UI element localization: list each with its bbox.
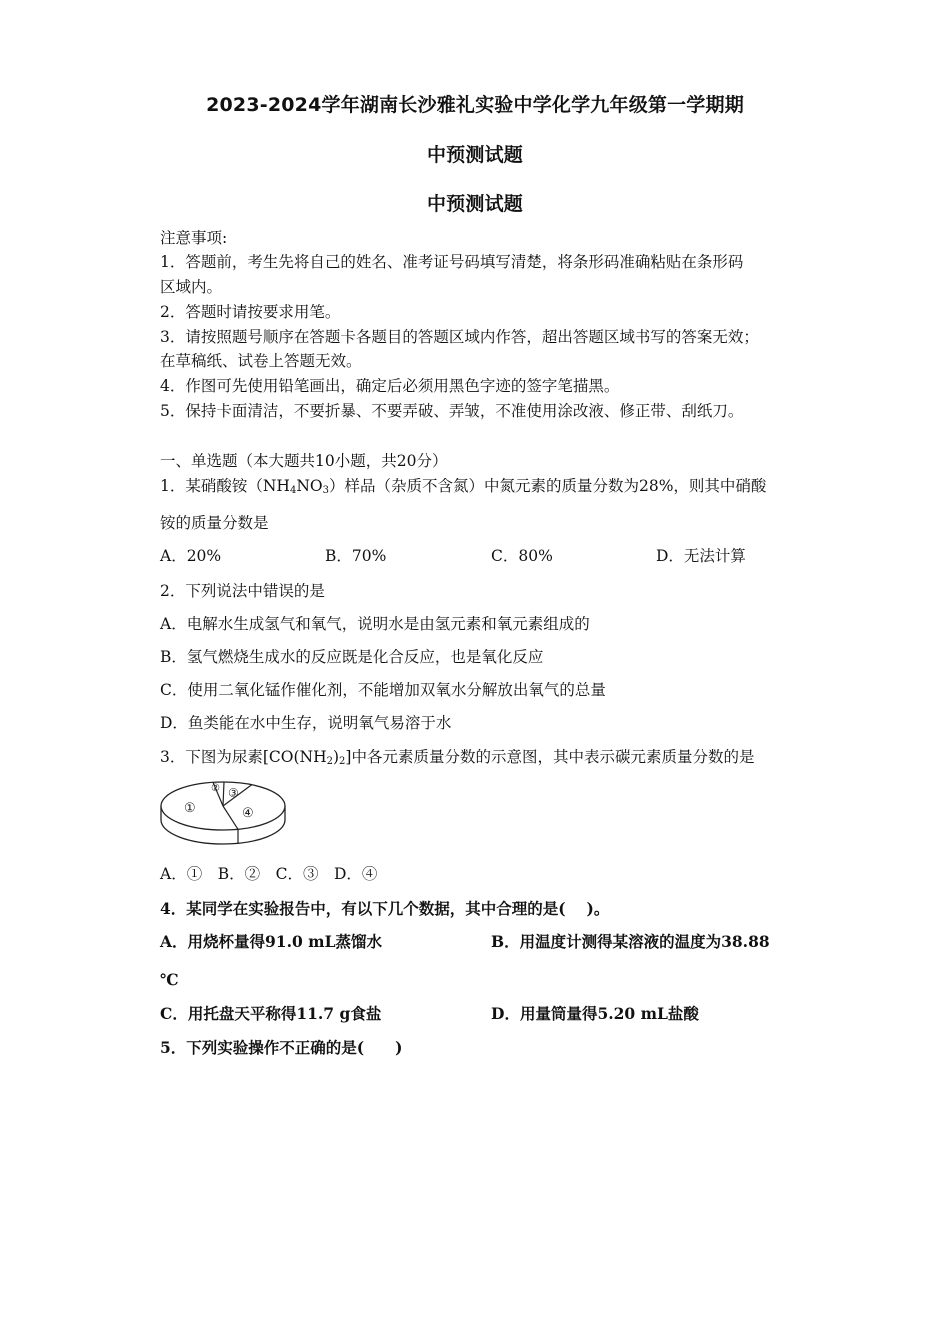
question-1-option-a: A．20%: [160, 547, 222, 565]
pie-label-3: ③: [228, 786, 239, 800]
question-5-stem: 5．下列实验操作不正确的是( ): [160, 1038, 403, 1057]
section-heading: 一、单选题（本大题共10小题，共20分）: [160, 452, 448, 470]
question-1-text-a: 1．某硝酸铵（NH: [160, 477, 290, 495]
question-2-option-c: C．使用二氧化锰作催化剂，不能增加双氧水分解放出氧气的总量: [160, 681, 606, 699]
question-3-stem: [160, 747, 754, 772]
question-3-text-a: 3．下图为尿素[CO(NH: [160, 748, 327, 766]
pie-label-1: ①: [184, 801, 196, 816]
pie-label-4: ④: [242, 806, 254, 821]
question-4-option-b-unit: ℃: [160, 970, 179, 989]
question-2-option-b: B．氢气燃烧生成水的反应既是化合反应，也是氧化反应: [160, 648, 544, 666]
question-3-text-c: ]中各元素质量分数的示意图，其中表示碳元素质量分数的是: [345, 748, 755, 766]
question-1-stem-line2: 铵的质量分数是: [160, 514, 269, 532]
question-4-option-c: C．用托盘天平称得11.7 g食盐: [160, 1004, 382, 1023]
question-1-text-b: NO: [296, 477, 323, 495]
pie-label-2: ②: [211, 783, 220, 794]
note-item: 4．作图可先使用铅笔画出，确定后必须用黑色字迹的签字笔描黑。: [160, 377, 620, 395]
note-item: 2．答题时请按要求用笔。: [160, 303, 341, 321]
question-2-option-a: A．电解水生成氢气和氧气，说明水是由氢元素和氧元素组成的: [160, 615, 590, 633]
note-item: 在草稿纸、试卷上答题无效。: [160, 352, 362, 370]
question-2-stem: 2．下列说法中错误的是: [160, 582, 325, 600]
exam-title-line3: 中预测试题: [426, 193, 523, 215]
question-3-sub-b: 2: [339, 756, 346, 767]
exam-title-line2: 中预测试题: [426, 144, 523, 166]
question-1-stem: [160, 476, 766, 501]
question-1-text-c: ）样品（杂质不含氮）中氮元素的质量分数为28%，则其中硝酸: [328, 477, 767, 495]
question-4-option-b: B．用温度计测得某溶液的温度为38.88: [491, 932, 770, 951]
question-2-option-d: D．鱼类能在水中生存，说明氧气易溶于水: [160, 714, 452, 732]
urea-pie-diagram: [158, 774, 288, 850]
note-item: 1．答题前，考生先将自己的姓名、准考证号码填写清楚，将条形码准确粘贴在条形码: [160, 253, 744, 271]
question-3-text-b: ): [332, 748, 340, 766]
question-1-option-d: D．无法计算: [656, 547, 746, 565]
question-3-sub-a: 2: [326, 756, 333, 767]
question-1-option-b: B．70%: [325, 547, 387, 565]
question-4-stem: 4．某同学在实验报告中，有以下几个数据，其中合理的是( )。: [160, 899, 610, 918]
question-1-option-c: C．80%: [491, 547, 553, 565]
note-item: 3．请按照题号顺序在答题卡各题目的答题区域内作答，超出答题区域书写的答案无效；: [160, 328, 759, 346]
question-4-option-d: D．用量筒量得5.20 mL盐酸: [491, 1004, 699, 1023]
exam-title-line1: 2023-2024学年湖南长沙雅礼实验中学化学九年级第一学期期: [206, 94, 744, 116]
notes-heading: 注意事项:: [160, 229, 228, 247]
note-item: 5．保持卡面清洁，不要折暴、不要弄破、弄皱，不准使用涂改液、修正带、刮纸刀。: [160, 402, 744, 420]
question-1-sub-a: 4: [289, 485, 297, 496]
question-4-option-a: A．用烧杯量得91.0 mL蒸馏水: [160, 932, 382, 951]
question-3-options: A．① B．② C．③ D．④: [160, 865, 378, 883]
note-item: 区域内。: [160, 278, 223, 296]
question-1-sub-b: 3: [322, 485, 329, 496]
